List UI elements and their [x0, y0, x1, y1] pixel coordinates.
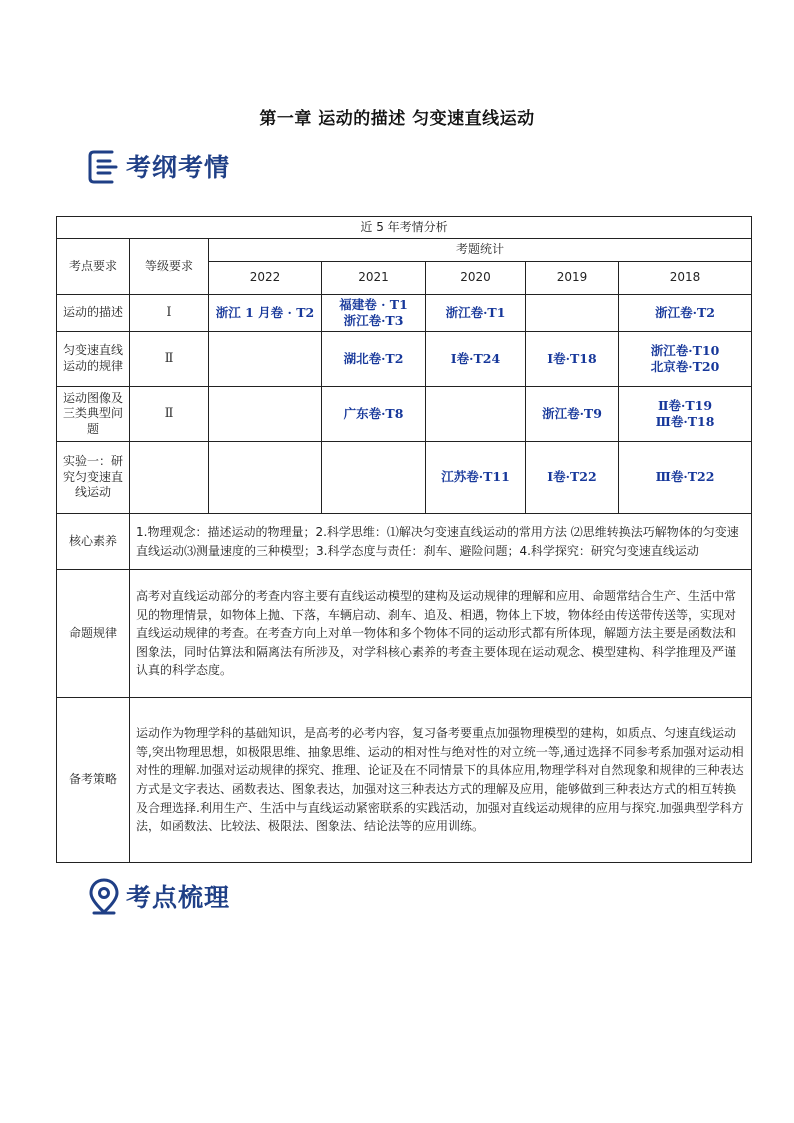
cell-2020: Ⅰ卷·T24 — [426, 332, 526, 387]
table-row — [57, 332, 752, 387]
cell-2019: Ⅰ卷·T22 — [526, 442, 619, 514]
cell-line: 浙江卷·T3 — [343, 313, 404, 328]
cell-2022 — [209, 387, 322, 442]
cell-line: 福建卷 · T1 — [339, 296, 408, 312]
cell-2021 — [322, 295, 426, 332]
cell-line: 北京卷·T20 — [650, 359, 720, 374]
level-cell: Ⅱ — [130, 332, 209, 387]
level-cell: Ⅱ — [130, 387, 209, 442]
cell-2018 — [619, 295, 752, 332]
section-title: 考点梳理 — [126, 883, 231, 912]
cell-2022 — [209, 332, 322, 387]
cell-2022 — [209, 442, 322, 514]
cell-2022: 浙江 1 月卷 · T2 — [209, 295, 322, 332]
header-tongji: 考题统计 — [209, 239, 752, 262]
year-header: 2022 — [209, 262, 322, 295]
level-cell — [130, 442, 209, 514]
exam-analysis-table — [56, 216, 752, 863]
cell-2021: 广东卷·T8 — [322, 387, 426, 442]
cell-line: 浙江卷·T2 — [655, 304, 715, 320]
topic-cell: 运动的描述 — [57, 295, 130, 332]
table-row — [57, 514, 752, 570]
table-row — [57, 387, 752, 442]
cell-2019 — [526, 295, 619, 332]
year-header: 2019 — [526, 262, 619, 295]
table-title: 近 5 年考情分析 — [57, 217, 752, 239]
cell-2019: Ⅰ卷·T18 — [526, 332, 619, 387]
document-list-icon — [86, 146, 122, 186]
cell-2018: Ⅲ卷·T22 — [619, 442, 752, 514]
topic-cell: 实验一：研究匀变速直线运动 — [57, 442, 130, 514]
topic-cell: 运动图像及三类典型问题 — [57, 387, 130, 442]
year-header: 2018 — [619, 262, 752, 295]
strategy-text: 运动作为物理学科的基础知识，是高考的必考内容，复习备考要重点加强物理模型的建构，如质点、匀速直线运动等,突出物理思想，如极限思维、抽象思维、运动的相对性与绝对性的对立统一等,通过选择不同参考系加强对运动相对性的理解.加强对运动规律的探究、推理、论证及在不同情景下的具体应用,物理学科对自然现象和规律的三种表达方式是文字表达、函数表达、图象表达，加强对这三种表达方式的理解及应用，能够做到三种表达方式的相互转换及合理选择.利用生产、生活中与直线运动紧密联系的实践活动，加强对直线运动规律的应用与探究.加强典型学科方法，如函数法、比较法、极限法、图象法、结论法等的应用训练。 — [130, 698, 752, 863]
core-label: 核心素养 — [57, 514, 130, 570]
year-header: 2020 — [426, 262, 526, 295]
cell-line: Ⅱ卷·T19 — [657, 397, 713, 413]
core-text: 1.物理观念：描述运动的物理量；2.科学思维：⑴解决匀变速直线运动的常用方法 ⑵思维转换法巧解物体的匀变速直线运动⑶测量速度的三种模型；3.科学态度与责任：刹车、避险问题；4.科学探究：研究匀变速直线运动 — [130, 514, 752, 570]
cell-2020 — [426, 387, 526, 442]
level-cell: Ⅰ — [130, 295, 209, 332]
rule-label: 命题规律 — [57, 570, 130, 698]
section-header-kaodian — [86, 876, 230, 916]
section-header-kaogang — [86, 146, 230, 186]
table-row — [57, 295, 752, 332]
header-dengji: 等级要求 — [130, 239, 209, 295]
cell-2019: 浙江卷·T9 — [526, 387, 619, 442]
cell-line: 浙江卷·T10 — [650, 342, 720, 358]
table-row — [57, 570, 752, 698]
topic-cell: 匀变速直线运动的规律 — [57, 332, 130, 387]
year-header: 2021 — [322, 262, 426, 295]
cell-2021: 湖北卷·T2 — [322, 332, 426, 387]
cell-2021 — [322, 442, 426, 514]
header-kaodian: 考点要求 — [57, 239, 130, 295]
cell-2020: 江苏卷·T11 — [426, 442, 526, 514]
cell-2018 — [619, 332, 752, 387]
location-pin-icon — [86, 876, 122, 916]
table-row — [57, 442, 752, 514]
strategy-label: 备考策略 — [57, 698, 130, 863]
cell-line: Ⅲ卷·T18 — [655, 414, 715, 429]
cell-2018 — [619, 387, 752, 442]
rule-text: 高考对直线运动部分的考查内容主要有直线运动模型的建构及运动规律的理解和应用、命题常结合生产、生活中常见的物理情景，如物体上抛、下落，车辆启动、刹车、追及、相遇，物体上下坡，物体经由传送带传送等，实现对直线运动规律的考查。在考查方向上对单一物体和多个物体不同的运动形式都有所体现，解题方法主要是函数法和图象法，同时估算法和隔离法有所涉及，对学科核心素养的考查主要体现在运动观念、模型建构、科学推理及严谨认真的科学态度。 — [130, 570, 752, 698]
section-title: 考纲考情 — [126, 153, 231, 182]
table-row — [57, 698, 752, 863]
chapter-title: 第一章 运动的描述 匀变速直线运动 — [259, 109, 535, 129]
cell-2020: 浙江卷·T1 — [426, 295, 526, 332]
